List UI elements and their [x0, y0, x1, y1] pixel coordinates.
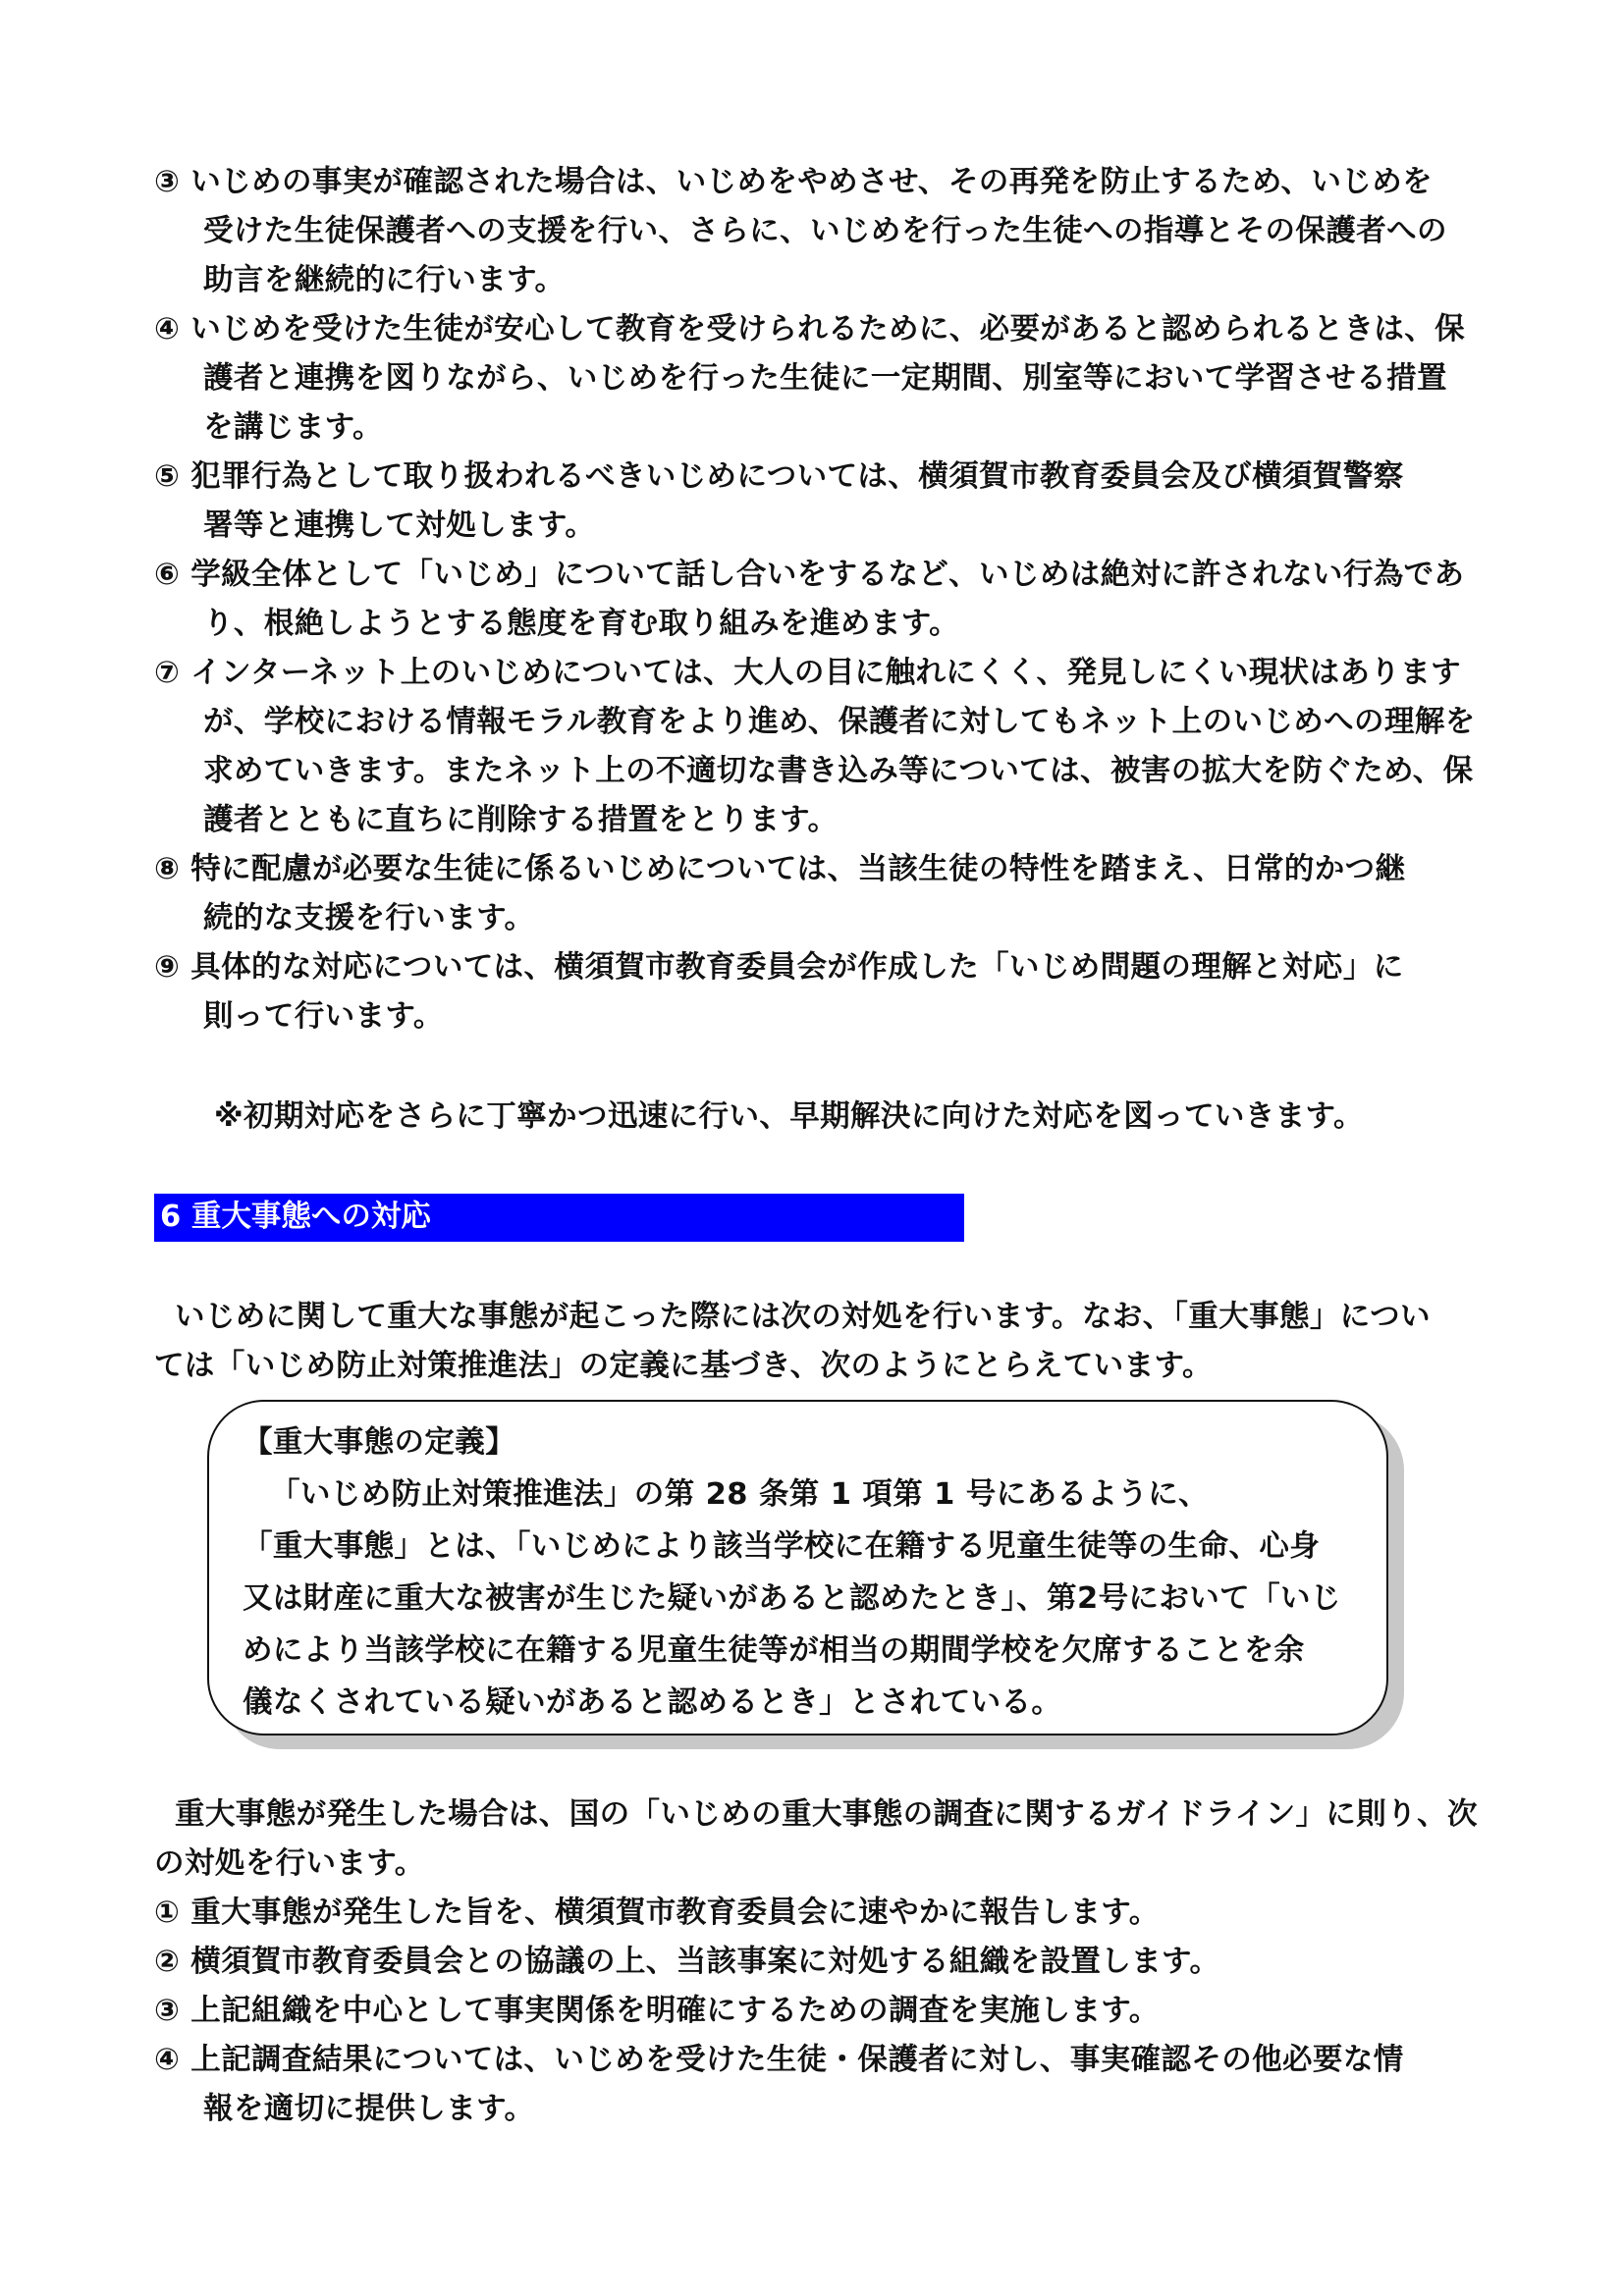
note-text: ※初期対応をさらに丁寧かつ迅速に行い、早期解決に向けた対応を図っていきます。	[214, 1099, 1364, 1134]
intro-paragraph-line: ては「いじめ防止対策推進法」の定義に基づき、次のようにとらえています。	[154, 1349, 1213, 1383]
list-item-line: 護者とともに直ちに削除する措置をとります。	[203, 803, 839, 837]
list-item-line: ⑦ インターネット上のいじめについては、大人の目に触れにくく、発見しにくい現状はあります	[154, 656, 1462, 690]
list-item-line: 受けた生徒保護者への支援を行い、さらに、いじめを行った生徒への指導とその保護者への	[203, 214, 1447, 248]
section-title: 6 重大事態への対応	[160, 1200, 431, 1234]
list-item-line: ③ 上記組織を中心として事実関係を明確にするための調査を実施します。	[154, 1994, 1160, 2028]
definition-line: 「いじめ防止対策推進法」の第 28 条第 1 項第 1 号にあるように、	[270, 1477, 1209, 1512]
list-item-line: 護者と連携を図りながら、いじめを行った生徒に一定期間、別室等において学習させる措置	[203, 361, 1447, 396]
response-paragraph-line: の対処を行います。	[154, 1846, 425, 1881]
list-item-line: ① 重大事態が発生した旨を、横須賀市教育委員会に速やかに報告します。	[154, 1896, 1160, 1930]
list-item-line: ③ いじめの事実が確認された場合は、いじめをやめさせ、その再発を防止するため、いじめを	[154, 165, 1434, 199]
list-item-line: ⑥ 学級全体として「いじめ」について話し合いをするなど、いじめは絶対に許されない行為であ	[154, 558, 1465, 592]
list-item-line: ⑨ 具体的な対応については、横須賀市教育委員会が作成した「いじめ問題の理解と対応」に	[154, 950, 1404, 985]
list-item-line: 助言を継続的に行います。	[203, 263, 566, 297]
list-item-line: 署等と連携して対処します。	[203, 508, 596, 543]
definition-line: 「重大事態」とは、「いじめにより該当学校に在籍する児童生徒等の生命、心身	[243, 1529, 1321, 1564]
list-item-line: り、根絶しようとする態度を育む取り組みを進めます。	[203, 607, 960, 641]
list-item-line: ④ 上記調査結果については、いじめを受けた生徒・保護者に対し、事実確認その他必要な情	[154, 2043, 1404, 2077]
intro-paragraph-line: いじめに関して重大な事態が起こった際には次の対処を行います。なお、「重大事態」につい	[175, 1300, 1431, 1334]
list-item-line: ② 横須賀市教育委員会との協議の上、当該事案に対処する組織を設置します。	[154, 1945, 1220, 1979]
list-item-line: が、学校における情報モラル教育をより進め、保護者に対してもネット上のいじめへの理解を	[203, 705, 1476, 739]
list-item-line: ④ いじめを受けた生徒が安心して教育を受けられるために、必要があると認められるときは、保	[154, 312, 1466, 347]
definition-line: めにより当該学校に在籍する児童生徒等が相当の期間学校を欠席することを余	[243, 1633, 1305, 1668]
list-item-line: ⑤ 犯罪行為として取り扱われるべきいじめについては、横須賀市教育委員会及び横須賀警察	[154, 459, 1404, 494]
list-item-line: 求めていきます。またネット上の不適切な書き込み等については、被害の拡大を防ぐため、保	[203, 754, 1474, 788]
list-item-line: を講じます。	[203, 410, 383, 445]
section-header	[154, 1194, 964, 1242]
definition-heading: 【重大事態の定義】	[243, 1425, 516, 1460]
list-item-line: 続的な支援を行います。	[203, 901, 535, 935]
response-paragraph-line: 重大事態が発生した場合は、国の「いじめの重大事態の調査に関するガイドライン」に則り、次	[175, 1797, 1478, 1832]
list-item-line: 報を適切に提供します。	[203, 2092, 535, 2126]
definition-line: 儀なくされている疑いがあると認めるとき」とされている。	[243, 1685, 1062, 1720]
list-item-line: 則って行います。	[203, 999, 444, 1034]
definition-line: 又は財産に重大な被害が生じた疑いがあると認めたとき」、第2号において「いじ	[243, 1581, 1341, 1616]
list-item-line: ⑧ 特に配慮が必要な生徒に係るいじめについては、当該生徒の特性を踏まえ、日常的かつ継	[154, 852, 1406, 886]
